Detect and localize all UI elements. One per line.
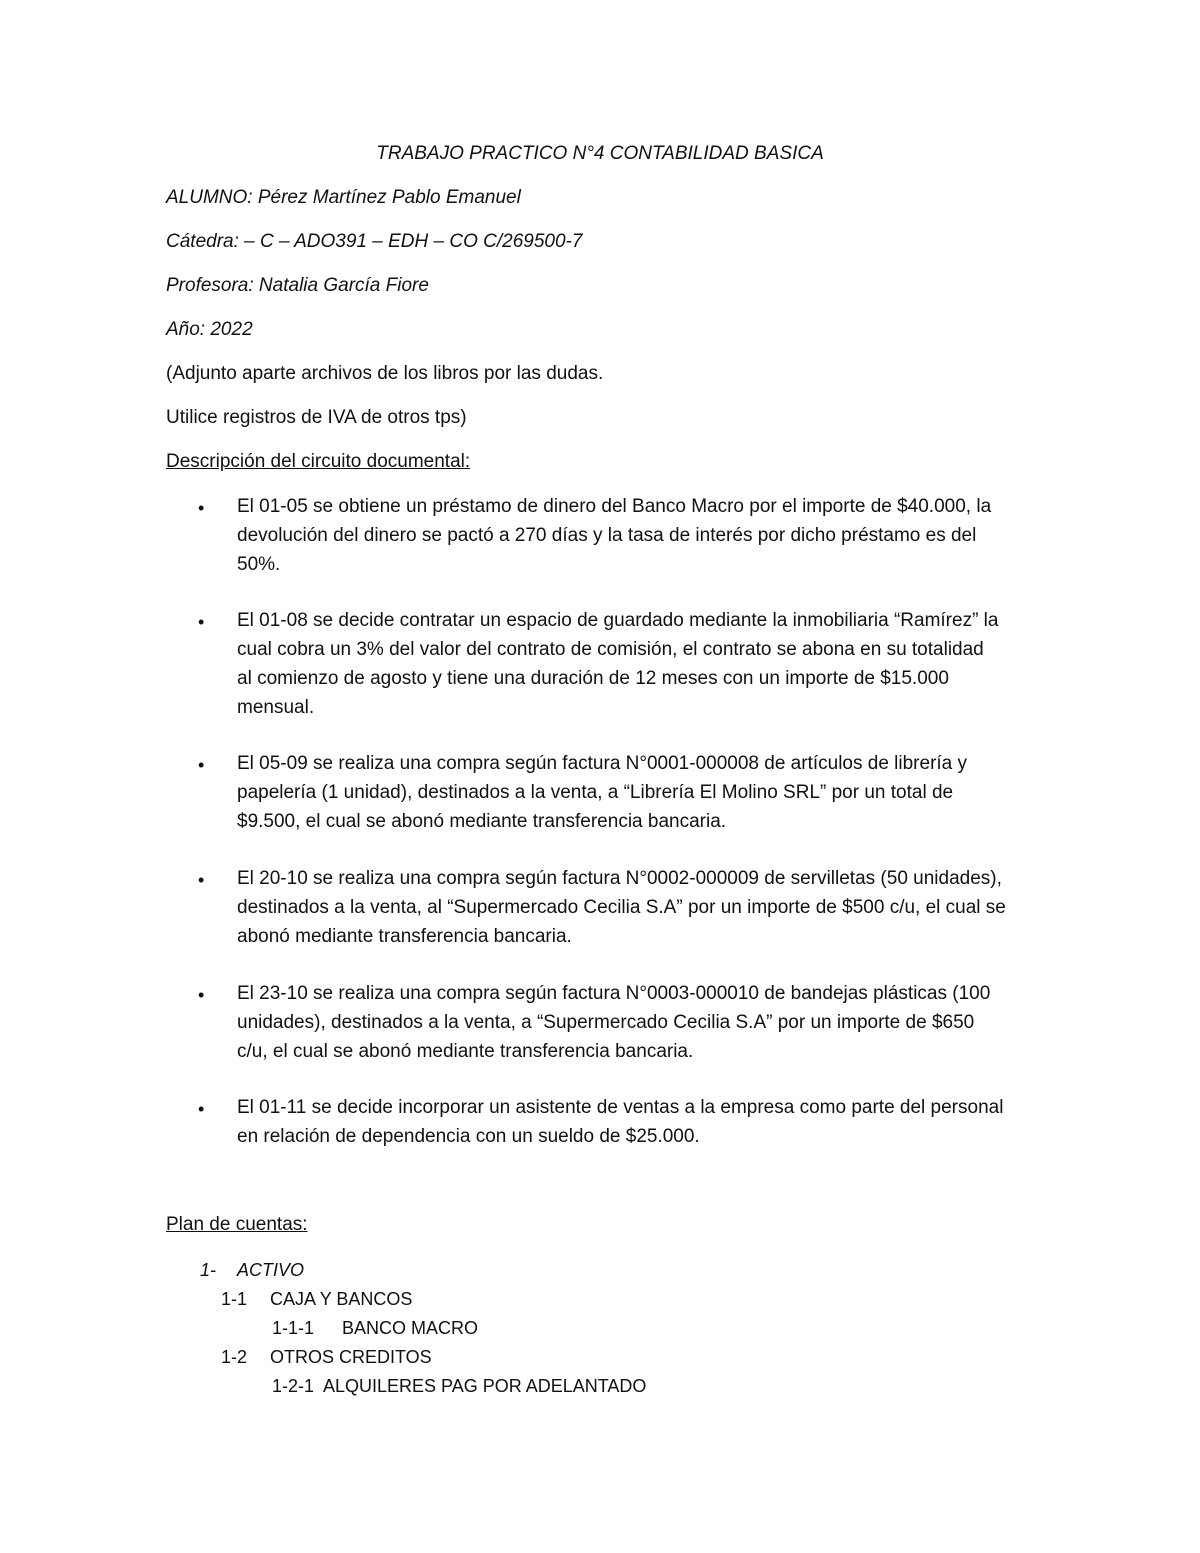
professor-line: Profesora: Natalia García Fiore <box>166 275 429 296</box>
list-item-line: destinados a la venta, al “Supermercado Cecilia S.A” por un importe de $500 c/u, el cual se <box>237 897 1006 918</box>
list-item-line: c/u, el cual se abonó mediante transferencia bancaria. <box>237 1041 694 1062</box>
bullet-icon: • <box>198 1099 205 1119</box>
list-item-line: El 01-08 se decide contratar un espacio de guardado mediante la inmobiliaria “Ramírez” la <box>237 610 999 631</box>
circuit-heading: Descripción del circuito documental: <box>166 451 471 472</box>
list-item-line: al comienzo de agosto y tiene una duración de 12 meses con un importe de $15.000 <box>237 668 949 689</box>
list-item-line: en relación de dependencia con un sueldo de $25.000. <box>237 1126 700 1147</box>
plan-group-label: ACTIVO <box>237 1260 305 1280</box>
plan-account-label: BANCO MACRO <box>342 1318 479 1338</box>
year-line: Año: 2022 <box>166 319 253 340</box>
plan-sub-code: 1-1 <box>221 1289 248 1309</box>
bullet-icon: • <box>198 755 205 775</box>
plan-account-code: 1-2-1 <box>272 1376 315 1396</box>
bullet-icon: • <box>198 612 205 632</box>
list-item-line: devolución del dinero se pactó a 270 días y la tasa de interés por dicho préstamo es del <box>237 525 977 546</box>
list-item-line: $9.500, el cual se abonó mediante transferencia bancaria. <box>237 811 727 832</box>
plan-group-code: 1- <box>200 1260 217 1280</box>
list-item-line: papelería (1 unidad), destinados a la venta, a “Librería El Molino SRL” por un total de <box>237 782 954 803</box>
student-line: ALUMNO: Pérez Martínez Pablo Emanuel <box>166 187 521 208</box>
note-line-2: Utilice registros de IVA de otros tps) <box>166 407 467 428</box>
list-item-line: unidades), destinados a la venta, a “Supermercado Cecilia S.A” por un importe de $650 <box>237 1012 975 1033</box>
bullet-icon: • <box>198 498 205 518</box>
plan-sub-label: OTROS CREDITOS <box>270 1347 432 1367</box>
plan-sub-label: CAJA Y BANCOS <box>270 1289 413 1309</box>
list-item-line: 50%. <box>237 554 281 575</box>
plan-heading: Plan de cuentas: <box>166 1214 308 1235</box>
list-item-line: abonó mediante transferencia bancaria. <box>237 926 572 947</box>
list-item-line: mensual. <box>237 697 315 718</box>
list-item-line: El 23-10 se realiza una compra según factura N°0003-000010 de bandejas plásticas (100 <box>237 983 991 1004</box>
plan-account-label: ALQUILERES PAG POR ADELANTADO <box>323 1376 647 1396</box>
plan-sub-code: 1-2 <box>221 1347 248 1367</box>
list-item-line: El 01-11 se decide incorporar un asistente de ventas a la empresa como parte del personal <box>237 1097 1004 1118</box>
list-item-line: El 01-05 se obtiene un préstamo de dinero del Banco Macro por el importe de $40.000, la <box>237 496 992 517</box>
note-line-1: (Adjunto aparte archivos de los libros por las dudas. <box>166 363 604 384</box>
document-title: TRABAJO PRACTICO N°4 CONTABILIDAD BASICA <box>376 143 824 164</box>
plan-account-code: 1-1-1 <box>272 1318 315 1338</box>
list-item-line: El 20-10 se realiza una compra según factura N°0002-000009 de servilletas (50 unidades), <box>237 868 1002 889</box>
bullet-icon: • <box>198 870 205 890</box>
list-item-line: cual cobra un 3% del valor del contrato de comisión, el contrato se abona en su totalidad <box>237 639 984 660</box>
chair-line: Cátedra: – C – ADO391 – EDH – CO C/269500-7 <box>166 231 583 252</box>
list-item-line: El 05-09 se realiza una compra según factura N°0001-000008 de artículos de librería y <box>237 753 968 774</box>
bullet-icon: • <box>198 985 205 1005</box>
